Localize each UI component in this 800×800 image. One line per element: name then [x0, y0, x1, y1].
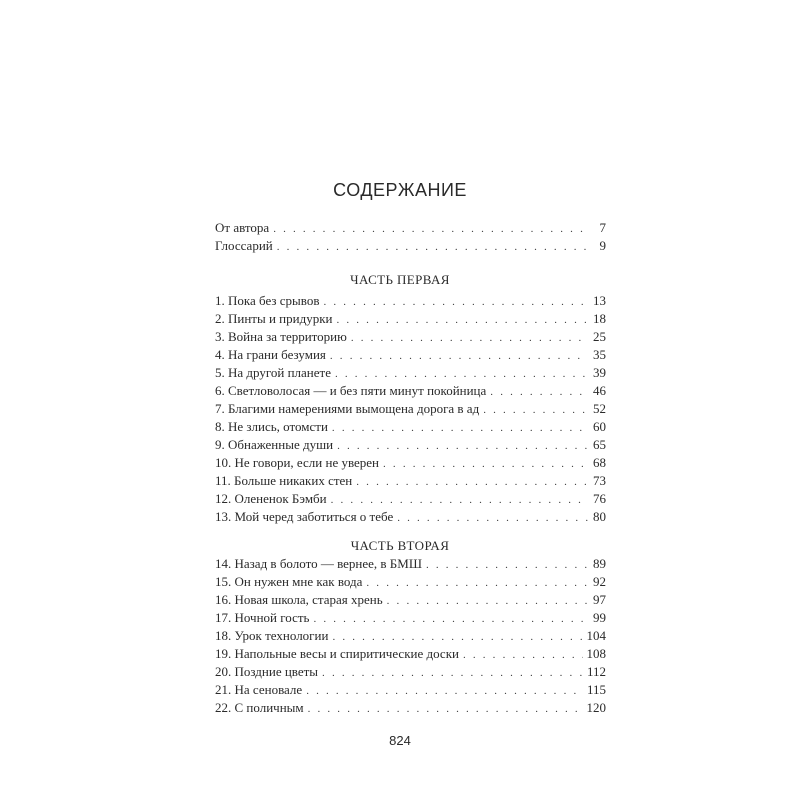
- toc-entry: [215, 219, 606, 237]
- toc-entry-title: 18. Урок технологии: [215, 627, 332, 645]
- toc-entry-title: 17. Ночной гость: [215, 609, 313, 627]
- toc-entry-title: 15. Он нужен мне как вода: [215, 573, 366, 591]
- dot-leader: [330, 347, 588, 365]
- part-one-list: [215, 292, 606, 526]
- toc-entry-page: 120: [583, 699, 607, 717]
- toc-entry-title: 10. Не говори, если не уверен: [215, 454, 383, 472]
- toc-entry: [215, 555, 606, 573]
- toc-entry-title: 19. Напольные весы и спиритические доски: [215, 645, 463, 663]
- dot-leader: [387, 592, 588, 610]
- toc-entry-page: 115: [583, 681, 606, 699]
- dot-leader: [397, 509, 588, 527]
- toc-entry: [215, 699, 606, 717]
- toc-entry-page: 39: [588, 364, 606, 382]
- toc-entry-title: 12. Олененок Бэмби: [215, 490, 331, 508]
- part-two-list: [215, 555, 606, 717]
- toc-entry: [215, 418, 606, 436]
- toc-entry-page: 65: [588, 436, 606, 454]
- toc-entry: [215, 681, 606, 699]
- toc-entry-title: Глоссарий: [215, 237, 277, 255]
- dot-leader: [277, 238, 588, 256]
- toc-entry-title: 8. Не злись, отомсти: [215, 418, 332, 436]
- toc-entry-title: 14. Назад в болото — вернее, в БМШ: [215, 555, 426, 573]
- dot-leader: [490, 383, 588, 401]
- toc-entry-page: 7: [588, 219, 606, 237]
- dot-leader: [426, 556, 588, 574]
- toc-entry: [215, 237, 606, 255]
- dot-leader: [273, 220, 588, 238]
- toc-entry-page: 92: [588, 573, 606, 591]
- part-one-heading: ЧАСТЬ ПЕРВАЯ: [350, 272, 450, 287]
- page-title: СОДЕРЖАНИЕ: [333, 180, 467, 200]
- toc-entry: [215, 436, 606, 454]
- toc-entry-title: 2. Пинты и придурки: [215, 310, 336, 328]
- toc-entry-title: 20. Поздние цветы: [215, 663, 322, 681]
- dot-leader: [331, 491, 588, 509]
- dot-leader: [336, 311, 588, 329]
- toc-entry-page: 99: [588, 609, 606, 627]
- toc-entry-page: 35: [588, 346, 606, 364]
- dot-leader: [383, 455, 588, 473]
- toc-entry: [215, 663, 606, 681]
- toc-entry-title: 6. Светловолосая — и без пяти минут покойница: [215, 382, 490, 400]
- dot-leader: [332, 628, 582, 646]
- toc-entry: [215, 364, 606, 382]
- toc-entry-title: 16. Новая школа, старая хрень: [215, 591, 387, 609]
- toc-entry-page: 68: [588, 454, 606, 472]
- dot-leader: [308, 700, 583, 718]
- toc-entry: [215, 645, 606, 663]
- toc-entry-page: 18: [588, 310, 606, 328]
- toc-entry: [215, 328, 606, 346]
- dot-leader: [483, 401, 588, 419]
- dot-leader: [366, 574, 588, 592]
- toc-entry-title: От автора: [215, 219, 273, 237]
- toc-entry: [215, 472, 606, 490]
- toc-entry-title: 1. Пока без срывов: [215, 292, 323, 310]
- toc-entry-page: 9: [588, 237, 606, 255]
- toc-entry: [215, 454, 606, 472]
- toc-entry-title: 4. На грани безумия: [215, 346, 330, 364]
- toc-entry: [215, 490, 606, 508]
- dot-leader: [351, 329, 588, 347]
- toc-entry-title: 13. Мой черед заботиться о тебе: [215, 508, 397, 526]
- toc-entry: [215, 591, 606, 609]
- toc-entry: [215, 627, 606, 645]
- toc-entry-title: 3. Война за территорию: [215, 328, 351, 346]
- page-number: 824: [389, 733, 411, 748]
- toc-entry-page: 97: [588, 591, 606, 609]
- dot-leader: [332, 419, 588, 437]
- toc-entry-title: 9. Обнаженные души: [215, 436, 337, 454]
- toc-entry-title: 22. С поличным: [215, 699, 308, 717]
- dot-leader: [463, 646, 583, 664]
- toc-entry-page: 108: [583, 645, 607, 663]
- toc-entry-page: 76: [588, 490, 606, 508]
- dot-leader: [306, 682, 583, 700]
- dot-leader: [322, 664, 583, 682]
- toc-entry-title: 7. Благими намерениями вымощена дорога в ад: [215, 400, 483, 418]
- toc-entry: [215, 310, 606, 328]
- toc-entry: [215, 382, 606, 400]
- dot-leader: [335, 365, 588, 383]
- dot-leader: [323, 293, 588, 311]
- toc-entry-page: 80: [588, 508, 606, 526]
- toc-entry-page: 89: [588, 555, 606, 573]
- toc-entry-page: 13: [588, 292, 606, 310]
- dot-leader: [313, 610, 588, 628]
- dot-leader: [337, 437, 588, 455]
- part-two-heading: ЧАСТЬ ВТОРАЯ: [350, 538, 450, 553]
- toc-entry-page: 73: [588, 472, 606, 490]
- toc-entry: [215, 573, 606, 591]
- toc-entry: [215, 346, 606, 364]
- toc-entry-page: 25: [588, 328, 606, 346]
- toc-entry-title: 11. Больше никаких стен: [215, 472, 356, 490]
- front-matter-list: [215, 219, 606, 255]
- toc-entry: [215, 609, 606, 627]
- toc-entry-page: 104: [583, 627, 607, 645]
- toc-entry: [215, 400, 606, 418]
- dot-leader: [356, 473, 588, 491]
- toc-entry-title: 5. На другой планете: [215, 364, 335, 382]
- toc-entry-page: 60: [588, 418, 606, 436]
- toc-entry: [215, 508, 606, 526]
- toc-entry-page: 52: [588, 400, 606, 418]
- toc-entry: [215, 292, 606, 310]
- toc-entry-page: 46: [588, 382, 606, 400]
- toc-entry-title: 21. На сеновале: [215, 681, 306, 699]
- toc-entry-page: 112: [583, 663, 606, 681]
